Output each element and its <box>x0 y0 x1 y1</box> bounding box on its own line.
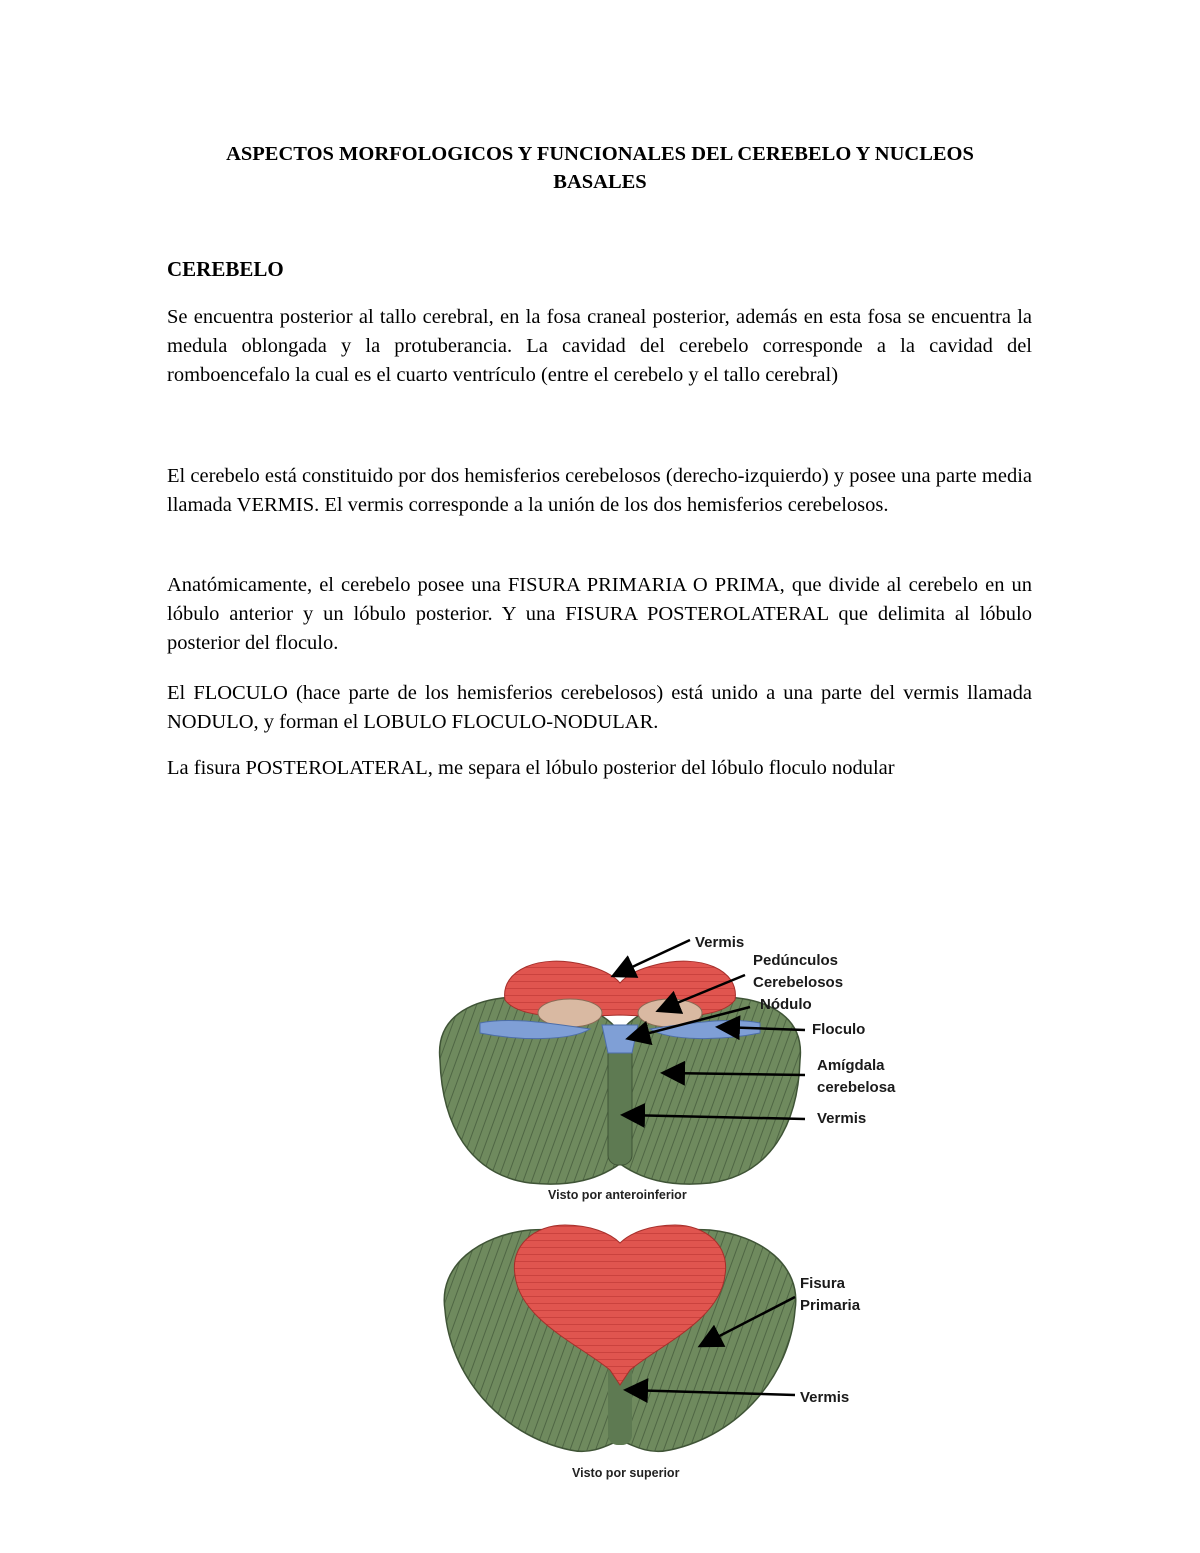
label-vermis-2: Vermis <box>817 1110 867 1127</box>
paragraph-3: Anatómicamente, el cerebelo posee una FISURA PRIMARIA O PRIMA, que divide al cerebelo en un lóbulo anterior y un lóbulo posterior. Y una FISURA POSTEROLATERAL que delimita al lóbulo posterior del floculo. <box>167 574 1032 654</box>
label-fisura-2: Primaria <box>800 1297 861 1314</box>
paragraph-2: El cerebelo está constituido por dos hemisferios cerebelosos (derecho-izquierdo) y posee una parte media llamada VERMIS. El vermis corresponde a la unión de los dos hemisferios cerebelosos. <box>167 465 1032 516</box>
label-amigdala-1: Amígdala <box>817 1057 885 1074</box>
cerebellum-figure <box>420 925 910 1485</box>
label-vermis-superior: Vermis <box>800 1389 850 1406</box>
label-amigdala-2: cerebelosa <box>817 1079 896 1096</box>
caption-anteroinferior: Visto por anteroinferior <box>548 1188 687 1202</box>
label-nodulo: Nódulo <box>760 996 812 1013</box>
title-line-2: BASALES <box>553 171 647 193</box>
paragraph-5: La fisura POSTEROLATERAL, me separa el lóbulo posterior del lóbulo floculo nodular <box>167 757 895 779</box>
document-title <box>150 140 1050 196</box>
label-fisura-1: Fisura <box>800 1275 846 1292</box>
anteroinferior-view <box>440 934 896 1202</box>
nodulo <box>602 1025 638 1053</box>
label-pedunculos-1: Pedúnculos <box>753 952 839 969</box>
caption-superior: Visto por superior <box>572 1466 680 1480</box>
label-pedunculos-2: Cerebelosos <box>753 974 844 991</box>
section-heading: CEREBELO <box>167 257 284 281</box>
paragraph-1: Se encuentra posterior al tallo cerebral, en la fosa craneal posterior, además en esta fosa se encuentra la medula oblongada y la protuberancia. La cavidad del cerebelo corresponde a la cavidad del romboencefalo la cual es el cuarto ventrículo (entre el cerebelo y el tallo cerebral) <box>167 306 1032 386</box>
paragraph-4: El FLOCULO (hace parte de los hemisferios cerebelosos) está unido a una parte del vermis llamada NODULO, y forman el LOBULO FLOCULO-NODULAR. <box>167 682 1032 733</box>
anterior-lobe-red <box>505 961 736 1016</box>
superior-view <box>444 1225 860 1480</box>
label-floculo: Floculo <box>812 1021 866 1038</box>
label-vermis: Vermis <box>695 934 745 951</box>
cerebellum-illustration <box>420 925 910 1485</box>
title-line-1: ASPECTOS MORFOLOGICOS Y FUNCIONALES DEL CEREBELO Y NUCLEOS <box>226 143 974 165</box>
